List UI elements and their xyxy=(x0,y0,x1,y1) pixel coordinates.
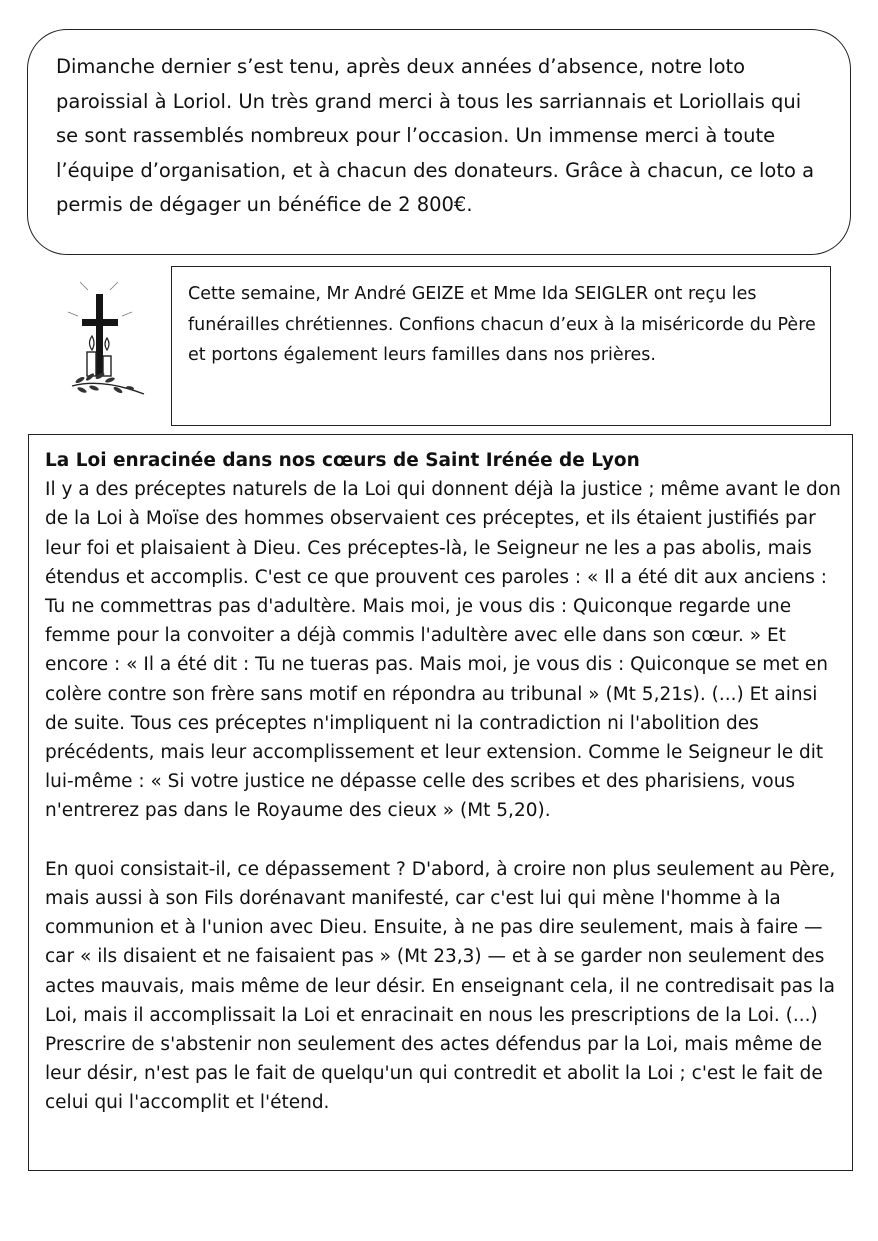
funerals-text: Cette semaine, Mr André GEIZE et Mme Ida SEIGLER ont reçu les funérailles chrétiennes. Confions chacun d’eux à la miséricorde du Père et portons également leurs familles dans nos prières. xyxy=(188,284,816,365)
article-paragraph-1: Il y a des préceptes naturels de la Loi qui donnent déjà la justice ; même avant le don de la Loi à Moïse des hommes observaient ces préceptes, et ils étaient justifiés par leur foi et plaisaient à Dieu. Ces préceptes-là, le Seigneur ne les a pas abolis, mais étendus et accomplis. C'est ce que prouvent ces paroles : « Il a été dit aux anciens : Tu ne commettras pas d'adultère. Mais moi, je vous dis : Quiconque regarde une femme pour la convoiter a déjà commis l'adultère avec elle dans son cœur. » Et encore : « Il a été dit : Tu ne tueras pas. Mais moi, je vous dis : Quiconque se met en colère contre son frère sans motif en répondra au tribunal » (Mt 5,21s). (...) Et ainsi de suite. Tous ces préceptes n'impliquent ni la contradiction ni l'abolition des précédents, mais leur accomplissement et leur extension. Comme le Seigneur le dit lui-même : « Si votre justice ne dépasse celle des scribes et des pharisiens, vous n'entrerez pas dans le Royaume des cieux » (Mt 5,20). xyxy=(45,479,841,822)
loto-text: Dimanche dernier s’est tenu, après deux années d’absence, notre loto paroissial à Loriol. Un très grand merci à tous les sarriannais et Loriollais qui se sont rassemblés nombreux pour l’occasion. Un immense merci à toute l’équipe d’organisation, et à chacun des donateurs. Grâce à chacun, ce loto a permis de dégager un bénéfice de 2 800€. xyxy=(56,55,815,216)
reflection-article-box xyxy=(28,434,853,1171)
loto-announcement-box xyxy=(27,29,851,255)
funerals-announcement-box xyxy=(171,266,831,426)
paragraph-spacer xyxy=(45,826,842,855)
article-paragraph-2: En quoi consistait-il, ce dépassement ? D'abord, à croire non plus seulement au Père, mais aussi à son Fils dorénavant manifesté, car c'est lui qui mène l'homme à la communion et à l'union avec Dieu. Ensuite, à ne pas dire seulement, mais à faire — car « ils disaient et ne faisaient pas » (Mt 23,3) — et à se garder non seulement des actes mauvais, mais même de leur désir. En enseignant cela, il ne contredisait pas la Loi, mais il accomplissait la Loi et enracinait en nous les prescriptions de la Loi. (...) Prescrire de s'abstenir non seulement des actes défendus par la Loi, mais même de leur désir, n'est pas le fait de quelqu'un qui contredit et abolit la Loi ; c'est le fait de celui qui l'accomplit et l'étend. xyxy=(45,858,836,1114)
article-title: La Loi enracinée dans nos cœurs de Saint Irénée de Lyon xyxy=(45,450,640,471)
cross-candle-icon xyxy=(52,276,152,404)
